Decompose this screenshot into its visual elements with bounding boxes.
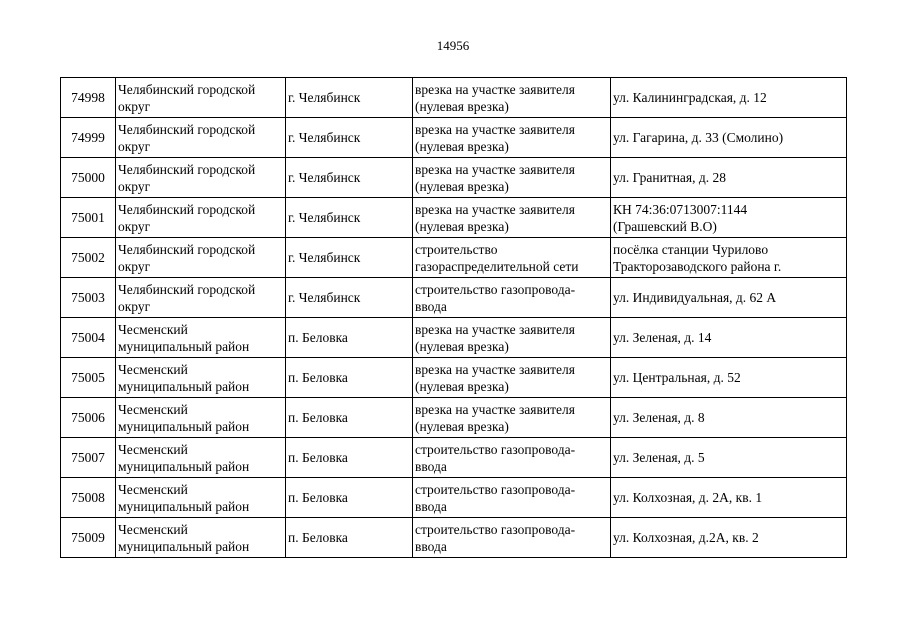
row-number-cell-text: 75002 [71, 250, 105, 265]
work-type-cell-text: строительство газопровода- ввода [415, 441, 576, 474]
locality-cell-text: п. Беловка [288, 450, 348, 465]
work-type-cell-text: строительство газопровода- ввода [415, 481, 576, 514]
locality-cell [286, 518, 413, 558]
row-number-cell-text: 74999 [71, 130, 105, 145]
table-row [61, 78, 847, 118]
locality-cell-text: г. Челябинск [288, 90, 361, 105]
district-cell-text: Чесменский муниципальный район [118, 401, 250, 434]
work-type-cell [413, 238, 611, 278]
district-cell-text: Челябинский городской округ [118, 241, 256, 274]
district-cell-text: Челябинский городской округ [118, 281, 256, 314]
address-cell [611, 518, 847, 558]
work-type-cell-text: врезка на участке заявителя (нулевая врезка) [415, 361, 575, 394]
address-cell [611, 278, 847, 318]
address-cell-text: КН 74:36:0713007:1144 (Грашевский В.О) [613, 201, 748, 234]
district-cell-text: Челябинский городской округ [118, 161, 256, 194]
locality-cell [286, 358, 413, 398]
work-type-cell [413, 438, 611, 478]
locality-cell-text: г. Челябинск [288, 170, 361, 185]
district-cell-text: Чесменский муниципальный район [118, 521, 250, 554]
district-cell-text: Чесменский муниципальный район [118, 481, 250, 514]
address-cell-text: посёлка станции Чурилово Тракторозаводского района г. [613, 241, 782, 274]
district-cell [116, 478, 286, 518]
address-cell-text: ул. Зеленая, д. 5 [613, 450, 705, 465]
work-type-cell [413, 278, 611, 318]
work-type-cell-text: врезка на участке заявителя (нулевая врезка) [415, 201, 575, 234]
address-cell-text: ул. Центральная, д. 52 [613, 370, 741, 385]
row-number-cell-text: 75006 [71, 410, 105, 425]
locality-cell [286, 238, 413, 278]
district-cell [116, 278, 286, 318]
row-number-cell-text: 75008 [71, 490, 105, 505]
locality-cell [286, 198, 413, 238]
work-type-cell [413, 198, 611, 238]
address-cell-text: ул. Индивидуальная, д. 62 А [613, 290, 777, 305]
work-type-cell [413, 398, 611, 438]
district-cell [116, 238, 286, 278]
work-type-cell [413, 158, 611, 198]
district-cell [116, 518, 286, 558]
row-number-cell-text: 75009 [71, 530, 105, 545]
district-cell [116, 158, 286, 198]
row-number-cell [61, 478, 116, 518]
locality-cell [286, 478, 413, 518]
address-cell-text: ул. Гагарина, д. 33 (Смолино) [613, 130, 784, 145]
address-cell-text: ул. Колхозная, д.2А, кв. 2 [613, 530, 759, 545]
table-row [61, 118, 847, 158]
locality-cell-text: г. Челябинск [288, 130, 361, 145]
district-cell [116, 358, 286, 398]
locality-cell-text: п. Беловка [288, 370, 348, 385]
work-type-cell-text: врезка на участке заявителя (нулевая врезка) [415, 161, 575, 194]
row-number-cell [61, 398, 116, 438]
work-type-cell-text: врезка на участке заявителя (нулевая врезка) [415, 81, 575, 114]
address-cell [611, 478, 847, 518]
locality-cell [286, 118, 413, 158]
row-number-cell-text: 75001 [71, 210, 105, 225]
address-cell [611, 438, 847, 478]
row-number-cell [61, 438, 116, 478]
work-type-cell-text: строительство газопровода- ввода [415, 521, 576, 554]
locality-cell-text: п. Беловка [288, 330, 348, 345]
registry-table [60, 77, 847, 558]
page-number: 14956 [436, 38, 470, 53]
address-cell [611, 238, 847, 278]
table-row [61, 238, 847, 278]
locality-cell [286, 158, 413, 198]
locality-cell [286, 438, 413, 478]
locality-cell-text: г. Челябинск [288, 250, 361, 265]
district-cell [116, 198, 286, 238]
address-cell [611, 118, 847, 158]
table-row [61, 158, 847, 198]
table-row [61, 318, 847, 358]
work-type-cell-text: врезка на участке заявителя (нулевая врезка) [415, 401, 575, 434]
row-number-cell-text: 75000 [71, 170, 105, 185]
row-number-cell [61, 278, 116, 318]
district-cell-text: Челябинский городской округ [118, 81, 256, 114]
row-number-cell [61, 118, 116, 158]
district-cell-text: Чесменский муниципальный район [118, 321, 250, 354]
work-type-cell-text: строительство газораспределительной сети [415, 241, 579, 274]
work-type-cell [413, 318, 611, 358]
row-number-cell-text: 75004 [71, 330, 105, 345]
locality-cell-text: г. Челябинск [288, 210, 361, 225]
registry-table-body [61, 78, 847, 558]
address-cell-text: ул. Гранитная, д. 28 [613, 170, 726, 185]
locality-cell-text: п. Беловка [288, 490, 348, 505]
district-cell-text: Чесменский муниципальный район [118, 441, 250, 474]
table-row [61, 438, 847, 478]
work-type-cell [413, 78, 611, 118]
row-number-cell [61, 198, 116, 238]
row-number-cell [61, 358, 116, 398]
district-cell [116, 118, 286, 158]
address-cell [611, 358, 847, 398]
address-cell-text: ул. Калининградская, д. 12 [613, 90, 767, 105]
district-cell-text: Чесменский муниципальный район [118, 361, 250, 394]
address-cell-text: ул. Зеленая, д. 14 [613, 330, 712, 345]
district-cell-text: Челябинский городской округ [118, 201, 256, 234]
work-type-cell-text: строительство газопровода- ввода [415, 281, 576, 314]
address-cell [611, 158, 847, 198]
work-type-cell [413, 118, 611, 158]
row-number-cell-text: 75007 [71, 450, 105, 465]
district-cell [116, 438, 286, 478]
table-row [61, 358, 847, 398]
table-row [61, 478, 847, 518]
locality-cell-text: п. Беловка [288, 410, 348, 425]
locality-cell-text: г. Челябинск [288, 290, 361, 305]
row-number-cell [61, 78, 116, 118]
address-cell [611, 198, 847, 238]
address-cell-text: ул. Зеленая, д. 8 [613, 410, 705, 425]
table-row [61, 278, 847, 318]
work-type-cell-text: врезка на участке заявителя (нулевая врезка) [415, 321, 575, 354]
work-type-cell [413, 358, 611, 398]
locality-cell [286, 78, 413, 118]
row-number-cell-text: 75003 [71, 290, 105, 305]
table-row [61, 518, 847, 558]
locality-cell [286, 318, 413, 358]
row-number-cell [61, 518, 116, 558]
address-cell [611, 78, 847, 118]
district-cell-text: Челябинский городской округ [118, 121, 256, 154]
work-type-cell [413, 518, 611, 558]
row-number-cell [61, 238, 116, 278]
district-cell [116, 78, 286, 118]
table-row [61, 398, 847, 438]
row-number-cell-text: 74998 [71, 90, 105, 105]
row-number-cell [61, 318, 116, 358]
address-cell-text: ул. Колхозная, д. 2А, кв. 1 [613, 490, 763, 505]
row-number-cell-text: 75005 [71, 370, 105, 385]
locality-cell [286, 398, 413, 438]
locality-cell [286, 278, 413, 318]
district-cell [116, 398, 286, 438]
address-cell [611, 398, 847, 438]
table-row [61, 198, 847, 238]
work-type-cell-text: врезка на участке заявителя (нулевая врезка) [415, 121, 575, 154]
locality-cell-text: п. Беловка [288, 530, 348, 545]
work-type-cell [413, 478, 611, 518]
row-number-cell [61, 158, 116, 198]
district-cell [116, 318, 286, 358]
address-cell [611, 318, 847, 358]
